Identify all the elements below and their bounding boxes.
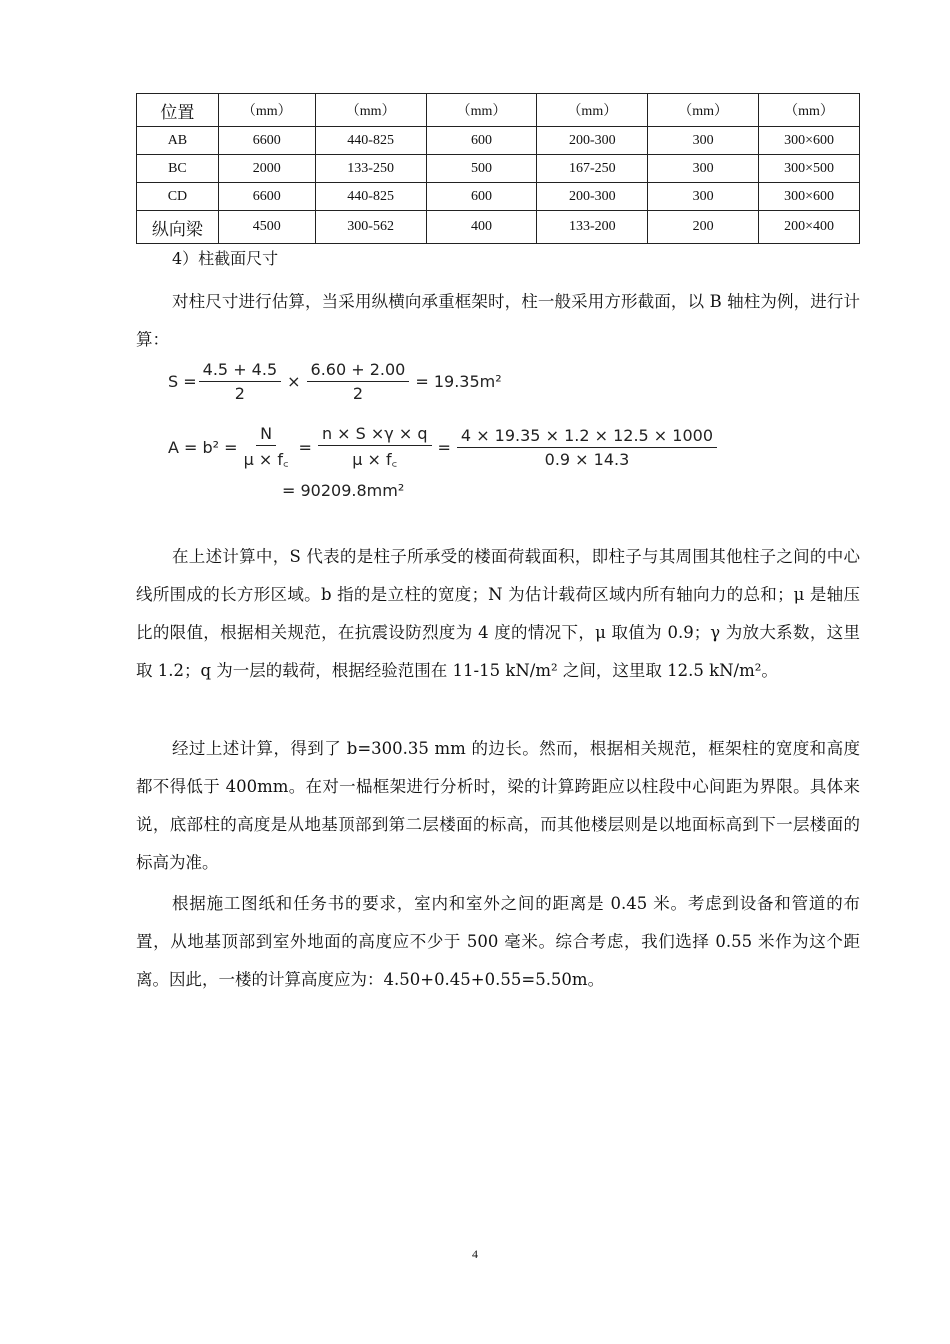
formula-area-result	[282, 481, 404, 500]
formula-fraction	[457, 426, 717, 469]
table-header-row	[137, 94, 860, 127]
table-cell: 300×600	[759, 183, 860, 211]
fraction-denominator: μ × f꜀	[352, 450, 398, 469]
table-cell: 纵向梁	[137, 211, 219, 244]
table-cell: 440-825	[315, 127, 426, 155]
table-header-cell: （mm）	[426, 94, 537, 127]
table-cell: 133-250	[315, 155, 426, 183]
table-row	[137, 155, 860, 183]
fraction-denominator: 2	[234, 384, 245, 403]
table-cell: 200-300	[537, 127, 648, 155]
table-cell: 300×500	[759, 155, 860, 183]
fraction-denominator: 0.9 × 14.3	[544, 449, 630, 469]
formula-fraction	[199, 360, 281, 403]
page-number: 4	[472, 1247, 478, 1261]
paragraph-column-height: 经过上述计算，得到了 b=300.35 mm 的边长。然而，根据相关规范，框架柱的宽度和高度都不得低于 400mm。在对一榀框架进行分析时，梁的计算跨距应以柱段中心间距为界限。具体来说，底部柱的高度是从地基顶部到第二层楼面的标高，而其他楼层则是以地面标高到下一层楼面的标高为准。	[136, 739, 860, 872]
table-cell: 300×600	[759, 127, 860, 155]
table-cell: 600	[426, 127, 537, 155]
paragraph-intro: 对柱尺寸进行估算，当采用纵横向承重框架时，柱一般采用方形截面，以 B 轴柱为例，进行计算：	[136, 292, 860, 349]
section-heading: 4）柱截面尺寸	[172, 249, 279, 268]
formula-area-s	[168, 360, 506, 403]
fraction-numerator: N	[256, 424, 276, 446]
formula-operator: =	[298, 437, 312, 457]
paragraph-first-floor-height: 根据施工图纸和任务书的要求，室内和室外之间的距离是 0.45 米。考虑到设备和管道的布置，从地基顶部到室外地面的高度应不少于 500 毫米。综合考虑，我们选择 0.55 米作为这个距离。因此，一楼的计算高度应为：4.50+0.45+0.55=5.50m。	[136, 894, 860, 989]
table-cell: 200	[648, 211, 759, 244]
table-cell: 200-300	[537, 183, 648, 211]
table-cell: 440-825	[315, 183, 426, 211]
fraction-denominator: μ × f꜀	[243, 450, 289, 469]
table-header-cell: （mm）	[218, 94, 315, 127]
table-cell: 300	[648, 183, 759, 211]
table-cell: 6600	[218, 127, 315, 155]
fraction-numerator: 4.5 + 4.5	[199, 360, 281, 382]
table-cell: 400	[426, 211, 537, 244]
table-cell: AB	[137, 127, 219, 155]
table-header-cell: （mm）	[759, 94, 860, 127]
fraction-numerator: n × S ×γ × q	[318, 424, 432, 446]
table-cell: 4500	[218, 211, 315, 244]
table-header-cell: （mm）	[648, 94, 759, 127]
formula-fraction	[307, 360, 410, 403]
formula-operator: ×	[287, 372, 301, 391]
formula-s-lhs: S =	[168, 372, 197, 391]
fraction-numerator: 6.60 + 2.00	[307, 360, 410, 382]
table-cell: 300-562	[315, 211, 426, 244]
table-row	[137, 127, 860, 155]
table-cell: 200×400	[759, 211, 860, 244]
table-cell: 133-200	[537, 211, 648, 244]
formula-operator: =	[437, 437, 451, 457]
table-cell: 167-250	[537, 155, 648, 183]
table-cell: 500	[426, 155, 537, 183]
table-cell: 6600	[218, 183, 315, 211]
table-cell: BC	[137, 155, 219, 183]
formula-area-a	[168, 424, 719, 470]
table-cell: 300	[648, 155, 759, 183]
formula-a-lhs: A = b² =	[168, 437, 238, 457]
table-cell: 600	[426, 183, 537, 211]
table-cell: 300	[648, 127, 759, 155]
formula-result: = 19.35m²	[415, 372, 502, 391]
table-header-cell: （mm）	[315, 94, 426, 127]
fraction-denominator: 2	[352, 384, 364, 403]
fraction-numerator: 4 × 19.35 × 1.2 × 12.5 × 1000	[457, 426, 717, 448]
table-cell: 2000	[218, 155, 315, 183]
formula-a-result: = 90209.8mm²	[282, 481, 405, 500]
paragraph-variables: 在上述计算中，S 代表的是柱子所承受的楼面荷载面积，即柱子与其周围其他柱子之间的中心线所围成的长方形区域。b 指的是立柱的宽度；N 为估计载荷区域内所有轴向力的总和；μ 是轴压比的限值，根据相关规范，在抗震设防烈度为 4 度的情况下，μ 取值为 0.9；γ 为放大系数，这里取 1.2；q 为一层的载荷，根据经验范围在 11-15 kN/m² 之间，这里取 12.5 kN/m²。	[136, 547, 860, 680]
table-header-cell: 位置	[137, 94, 219, 127]
formula-fraction	[318, 424, 432, 470]
beam-size-table	[136, 93, 860, 244]
table-row	[137, 183, 860, 211]
table-header-cell: （mm）	[537, 94, 648, 127]
table-cell: CD	[137, 183, 219, 211]
formula-fraction	[240, 424, 293, 470]
table-row	[137, 211, 860, 244]
